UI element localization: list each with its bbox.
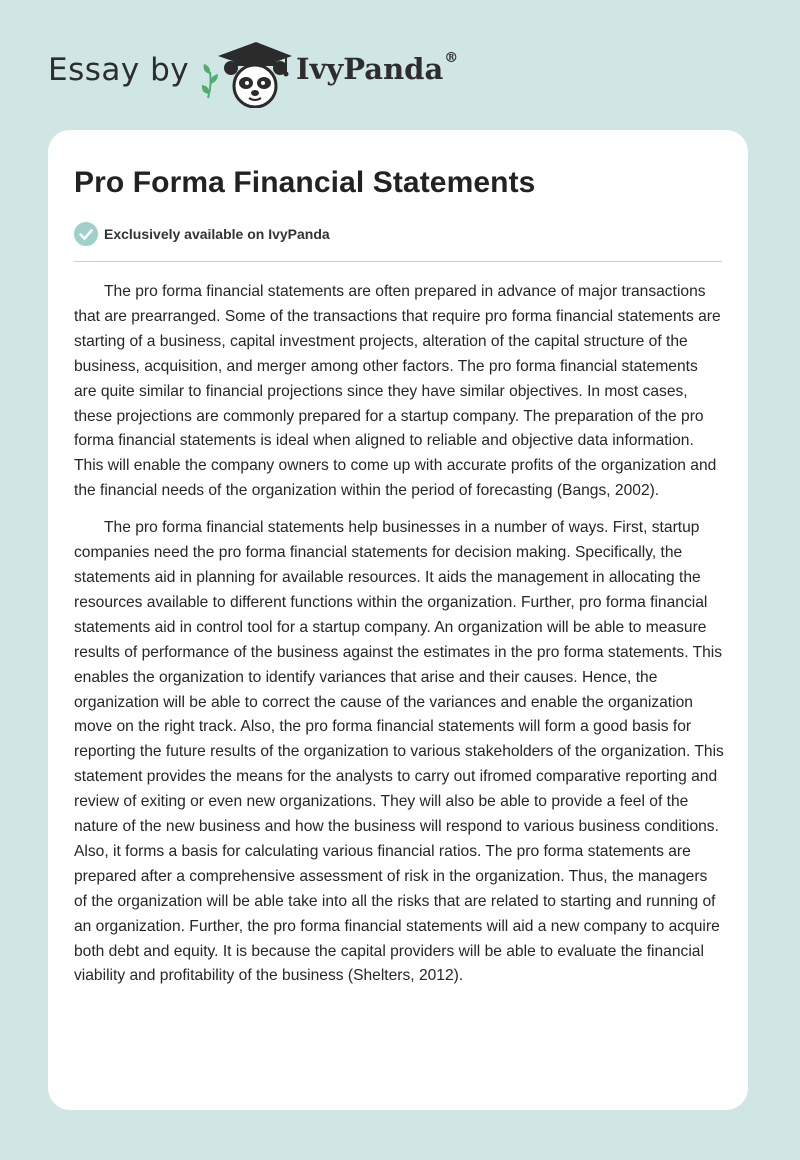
title-divider: [74, 261, 722, 262]
check-icon: [74, 222, 98, 246]
paragraph: The pro forma financial statements help businesses in a number of ways. First, startup companies need the pro forma financial statements for decision making. Specifically, the statements aid in planning for available resources. It aids the management in allocating the resources available to different functions within the organization. Further, pro forma financial statements aid in control tool for a startup company. An organization will be able to measure results of performance of the business against the estimates in the pro forma statements. This enables the organization to identify variances that arise and their causes. Hence, the organization will be able to correct the cause of the variances and enable the organization move on the right track. Also, the pro forma financial statements will form a good basis for reporting the future results of the organization to various stakeholders of the organization. This statement provides the means for the analysts to carry out ifromed comparative reporting and review of exiting or even new organizations. They will also be able to provide a feel of the nature of the new business and how the business will respond to various business conditions. Also, it forms a basis for calculating various financial ratios. The pro forma statements are prepared after a comprehensive assessment of risk in the organization. Thus, the managers of the organization will be able take into all the risks that are related to starting and running of an organization. Further, the pro forma financial statements will aid a new company to acquire both debt and equity. It is because the capital providers will be able to evaluate the financial viability and profitability of the business (Shelters, 2012).: [74, 519, 724, 985]
brand-text: IvyPanda: [296, 52, 444, 86]
paragraph: The pro forma financial statements are often prepared in advance of major transactions that are prearranged. Some of the transactions that require pro forma financial statements are starting of a business, capital investment projects, alteration of the capital structure of the business, acquisition, and merger among other factors. The pro forma financial statements are quite similar to financial projections since they have similar objectives. In most cases, these projections are commonly prepared for a startup company. The preparation of the pro forma financial statements is ideal when aligned to reliable and objective data information. This will enable the company owners to come up with accurate profits of the organization and the financial needs of the organization within the period of forecasting (Bangs, 2002).: [74, 283, 721, 500]
page-title: Pro Forma Financial Statements: [74, 166, 536, 199]
exclusive-badge: [74, 222, 330, 246]
essay-by-label: Essay by: [48, 52, 190, 88]
brand-name[interactable]: [296, 52, 458, 86]
exclusive-badge-text: Exclusively available on IvyPanda: [104, 226, 330, 242]
essay-card: [48, 130, 748, 1110]
panda-graduate-logo-icon[interactable]: [198, 38, 294, 108]
essay-body: [74, 280, 724, 1001]
registered-mark: ®: [444, 50, 459, 66]
site-header: [48, 38, 748, 108]
